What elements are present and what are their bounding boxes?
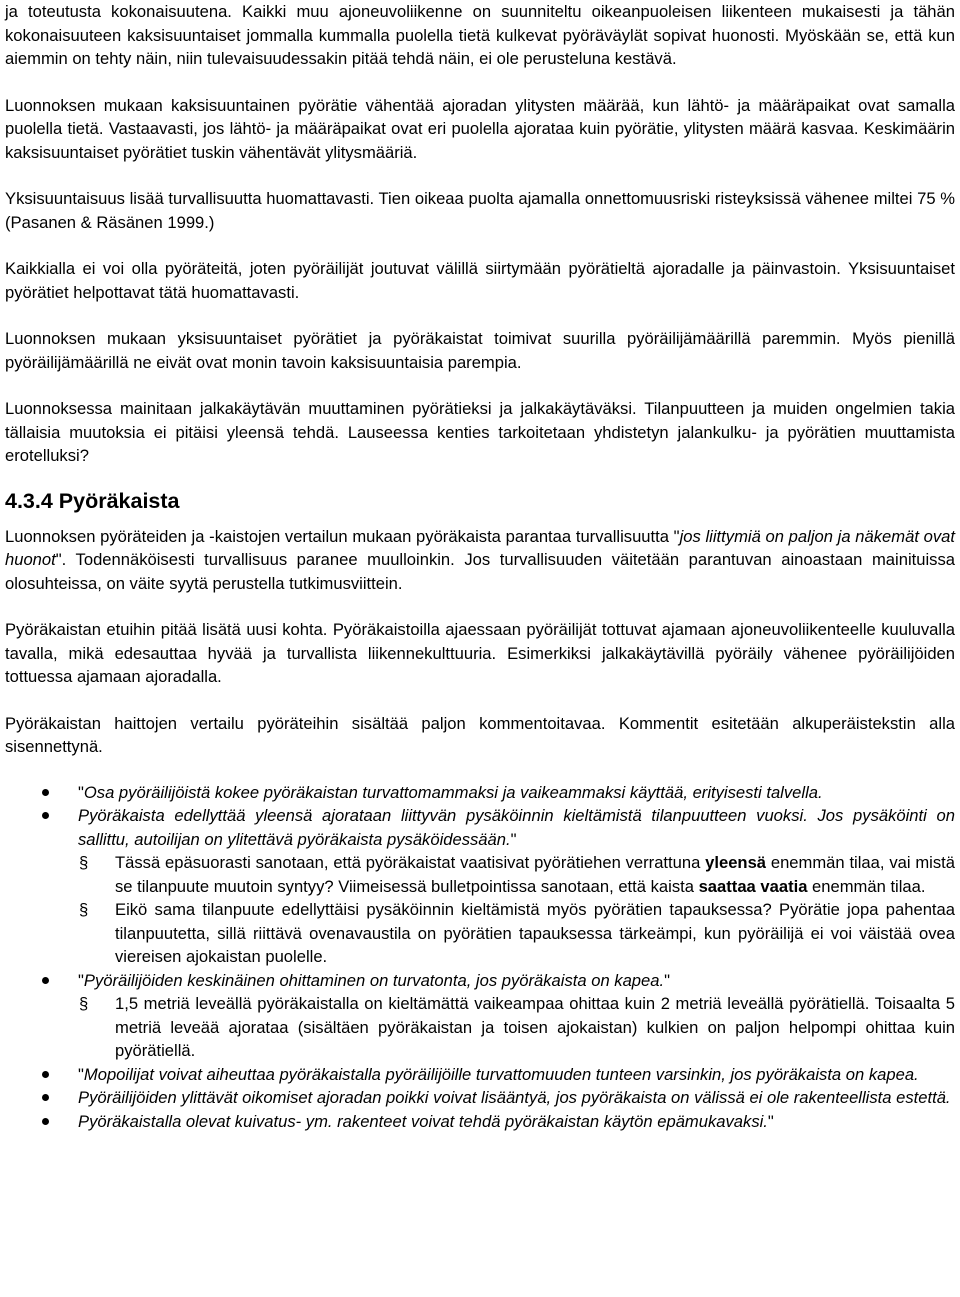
bullet-dot-icon <box>42 1118 49 1125</box>
emphasis: saattaa vaatia <box>698 876 808 896</box>
bullet-text: Pyöräkaistalla olevat kuivatus- ym. rakenteet voivat tehdä pyöräkaistan käytön epämukavaksi. <box>78 1111 768 1131</box>
bullet-list <box>5 781 955 1134</box>
comment-item <box>5 898 955 969</box>
section-heading: 4.3.4 Pyöräkaista <box>5 488 180 513</box>
bullet-item <box>5 1086 955 1110</box>
section-mark-icon: § <box>79 853 89 872</box>
paragraph-one-way-volumes: Luonnoksen mukaan yksisuuntaiset pyörätiet ja pyöräkaistat toimivat suurilla pyöräilijämäärillä paremmin. Myös pienillä pyöräilijämäärillä ne eivät ovat monin tavoin kaksisuuntaisia parempia. <box>5 329 955 372</box>
quoted-text: jos liittymiä on paljon ja näkemät ovat huonot <box>5 526 955 569</box>
bullet-dot-icon <box>42 1094 49 1101</box>
bullet-item <box>5 804 955 851</box>
emphasis: yleensä <box>705 853 767 872</box>
bullet-item <box>5 1110 955 1134</box>
bullet-item <box>5 781 955 805</box>
quote-mark: " <box>767 1111 774 1131</box>
paragraph-lane-drawbacks: Pyöräkaistan haittojen vertailu pyöräteihin sisältää paljon kommentoitavaa. Kommentit esitetään alkuperäistekstin alla sisennettynä. <box>5 713 955 756</box>
bullet-dot-icon <box>42 1071 49 1078</box>
comment-text: 1,5 metriä leveällä pyöräkaistalla on kieltämättä vaikeampaa ohittaa kuin 2 metriä leveällä pyörätiellä. Toisaalta 5 metriä leveää ajorataa (sisältäen pyöräkaistan ja toisen ajokaistan) kulkien on paljon helpompi ohittaa kuin pyörätiellä. <box>115 994 955 1060</box>
text-segment: ". Todennäköisesti turvallisuus paranee muulloinkin. Jos turvallisuuden väitetään parantuvan ainoastaan mainituissa olosuhteissa, on väite syytä perustella tutkimusviittein. <box>5 550 955 593</box>
quote-mark: " <box>78 1064 84 1084</box>
bullet-text: Pyöräilijöiden ylittävät oikomiset ajoradan poikki voivat lisääntyä, jos pyöräkaista on välissä ei ole rakenteellista estettä. <box>78 1088 951 1107</box>
comment-text: Eikö sama tilanpuute edellyttäisi pysäköinnin kieltämistä myös pyörätien tapauksessa? Pyörätie jopa pahentaa tilanpuutetta, sillä riittävä ovenavaustila on pyörätien tapauksessa tärkeämpi, kun pyöräilijä ei voi väistää ovea viereisen ajokaistan puolelle. <box>115 900 955 966</box>
bullet-item <box>5 969 955 993</box>
paragraph-intro: ja toteutusta kokonaisuutena. Kaikki muu ajoneuvoliikenne on suunniteltu oikeanpuoleisen liikenteen mukaisesti ja tähän kokonaisuuteen kaksisuuntaiset jommalla kummalla puolella tietä kulkevat pyöräväylät sopivat huonosti. Myöskään se, että kun aiemmin on tehty näin, niin tulevaisuudessakin pitää tehdä näin, ei ole perusteluna kestävä. <box>5 2 955 68</box>
comment-text <box>115 853 955 896</box>
comment-item <box>5 992 955 1063</box>
bullet-dot-icon <box>42 977 49 984</box>
text-segment: Tässä epäsuorasti sanotaan, että pyöräkaistat vaatisivat pyörätiehen verrattuna <box>115 853 706 872</box>
paragraph-lane-comparison <box>5 525 955 596</box>
text-segment: enemmän tilaa. <box>807 876 926 896</box>
bullet-dot-icon <box>42 812 49 819</box>
comment-item <box>5 851 955 898</box>
paragraph-one-way-safety: Yksisuuntaisuus lisää turvallisuutta huomattavasti. Tien oikeaa puolta ajamalla onnettomuusriski risteyksissä vähenee miltei 75 % (Pasanen & Räsänen 1999.) <box>5 189 955 232</box>
quote-mark: " <box>78 782 84 802</box>
text-segment: enemmän tilaa, vai mistä se tilanpuute muutoin syntyy? Viimeisessä bulletpointissa sanotaan, että kaista <box>115 853 955 896</box>
quote-mark: " <box>78 970 84 990</box>
paragraph-transitions: Kaikkialla ei voi olla pyöräteitä, joten pyöräilijät joutuvat välillä siirtymään pyörätieltä ajoradalle ja päinvastoin. Yksisuuntaiset pyörätiet helpottavat tätä huomattavasti. <box>5 259 955 302</box>
bullet-item <box>5 1063 955 1087</box>
bullet-text: Pyöräilijöiden keskinäinen ohittaminen on turvatonta, jos pyöräkaista on kapea. <box>83 970 665 990</box>
quote-mark: " <box>664 970 670 990</box>
bullet-dot-icon <box>42 789 49 796</box>
quote-mark: " <box>510 829 517 849</box>
paragraph-lane-benefits: Pyöräkaistan etuihin pitää lisätä uusi kohta. Pyöräkaistoilla ajaessaan pyöräilijät tottuvat ajamaan ajoneuvoliikenteelle kuuluvalla tavalla, mikä edesauttaa hyvää ja turvallista liikennekulttuuria. Esimerkiksi jalkakäytävillä pyöräily vähenee pyöräilijöiden tottuessa ajamaan ajoradalla. <box>5 620 955 686</box>
bullet-text: Mopoilijat voivat aiheuttaa pyöräkaistalla pyöräilijöille turvattomuuden tunteen varsinkin, jos pyöräkaista on kapea. <box>83 1064 919 1084</box>
bullet-text: Osa pyöräilijöistä kokee pyöräkaistan turvattomammaksi ja vaikeammaksi käyttää, erityisesti talvella. <box>83 782 823 802</box>
paragraph-sidewalk-conversion: Luonnoksessa mainitaan jalkakäytävän muuttaminen pyörätieksi ja jalkakäytäväksi. Tilanpuutteen ja muiden ongelmien takia tällaisia muutoksia ei pitäisi yleensä tehdä. Lauseessa kenties tarkoitetaan yhdistetyn jalankulku- ja pyörätien muuttamista erotelluksi? <box>5 399 955 465</box>
paragraph-two-way-crossings: Luonnoksen mukaan kaksisuuntainen pyörätie vähentää ajoradan ylitysten määrää, kun lähtö- ja määräpaikat ovat samalla puolella tietä. Vastaavasti, jos lähtö- ja määräpaikat ovat eri puolella ajorataa kuin pyörätie, ylitysten määrä kasvaa. Keskimäärin kaksisuuntaiset pyörätiet tuskin vähentävät ylitysmääriä. <box>5 95 955 162</box>
section-mark-icon: § <box>79 994 89 1013</box>
section-mark-icon: § <box>79 900 89 919</box>
bullet-text: Pyöräkaista edellyttää yleensä ajorataan liittyvän pysäköinnin kieltämistä tilanpuutteen vuoksi. Jos pysäköinti on sallittu, autoilijan on ylitettävä pyöräkaista pysäköidessään. <box>78 806 955 849</box>
text-segment: Luonnoksen pyöräteiden ja -kaistojen vertailun mukaan pyöräkaista parantaa turvallisuutta " <box>5 526 680 546</box>
